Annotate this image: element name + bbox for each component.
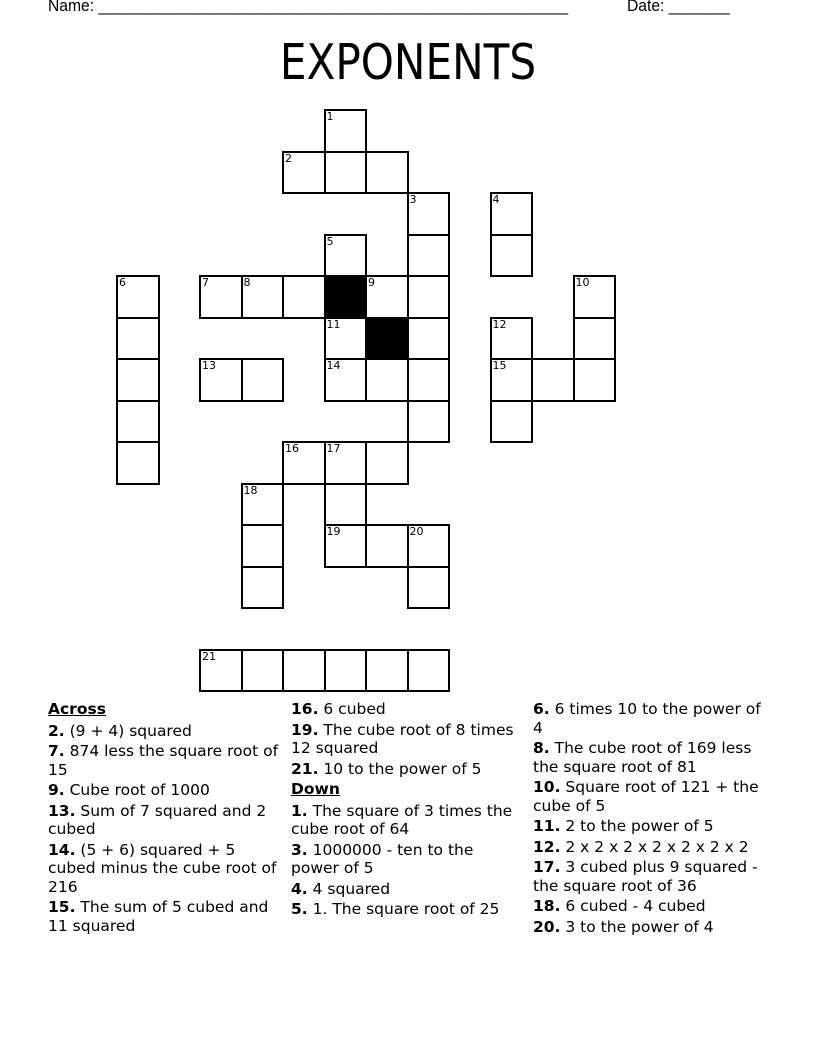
crossword-cell[interactable] (531, 358, 575, 402)
clue-number: 21. (291, 759, 319, 778)
cell-number: 9 (368, 276, 375, 289)
clue-number: 6. (533, 700, 550, 718)
crossword-cell[interactable] (324, 483, 368, 527)
crossword-cell[interactable] (282, 441, 326, 485)
clue-text: 6 cubed - 4 cubed (560, 897, 706, 915)
clue-text: The sum of 5 cubed and 11 squared (48, 898, 269, 935)
crossword-cell[interactable] (324, 234, 368, 278)
clue-down-17 (533, 858, 773, 895)
crossword-cell[interactable] (407, 649, 451, 693)
cell-number: 12 (492, 317, 507, 331)
crossword-cell[interactable] (199, 275, 243, 319)
crossword-cell[interactable] (116, 400, 160, 444)
cell-number: 17 (326, 442, 341, 455)
crossword-cell[interactable] (407, 234, 451, 278)
clue-down-11 (533, 817, 773, 836)
clue-number: 14. (48, 840, 76, 859)
clue-number: 1. (291, 801, 308, 820)
clue-number: 19. (291, 720, 319, 739)
crossword-cell[interactable] (324, 524, 368, 568)
clue-across-13 (48, 802, 283, 839)
cell-number: 4 (492, 193, 500, 206)
crossword-cell[interactable] (241, 275, 285, 319)
cell-number: 15 (492, 359, 507, 372)
clue-number: 16. (291, 700, 319, 718)
clue-text: (9 + 4) squared (64, 721, 192, 740)
crossword-cell[interactable] (282, 275, 326, 319)
crossword-cell[interactable] (324, 649, 368, 693)
clue-number: 17. (533, 858, 561, 876)
crossword-cell[interactable] (365, 151, 409, 195)
crossword-cell[interactable] (490, 192, 534, 236)
clue-number: 5. (291, 900, 308, 918)
crossword-cell[interactable] (490, 234, 534, 278)
down-heading: Down (291, 780, 340, 798)
clue-number: 10. (533, 778, 561, 796)
crossword-cell[interactable] (407, 358, 451, 402)
page-title-text: EXPONENTS (279, 34, 537, 91)
cell-number: 21 (202, 649, 216, 663)
crossword-cell[interactable] (324, 109, 368, 153)
clue-down-12 (533, 838, 773, 857)
cell-number: 10 (575, 276, 590, 289)
clue-number: 7. (48, 742, 65, 760)
clue-number: 9. (48, 781, 65, 799)
cell-number: 2 (285, 151, 292, 165)
clue-text: 1. The square root of 25 (307, 900, 500, 918)
crossword-cell[interactable] (573, 275, 617, 319)
clue-down-8 (533, 739, 773, 776)
crossword-cell[interactable] (282, 649, 326, 693)
crossword-cell[interactable] (241, 483, 285, 527)
clue-across-14 (48, 841, 283, 897)
crossword-cell[interactable] (407, 192, 451, 236)
clue-across-9 (48, 781, 283, 800)
crossword-cell[interactable] (199, 358, 243, 402)
crossword-cell[interactable] (116, 441, 160, 485)
cell-number: 16 (285, 442, 299, 455)
crossword-cell[interactable] (573, 317, 617, 361)
clue-down-6 (533, 700, 773, 737)
clue-across-2 (48, 722, 283, 741)
crossword-cell[interactable] (241, 524, 285, 568)
across-heading: Across (48, 700, 106, 718)
cell-number: 6 (119, 276, 126, 289)
clue-down-10 (533, 778, 773, 815)
clue-text: 874 less the square root of 15 (48, 742, 279, 779)
clue-text: Square root of 121 + the cube of 5 (533, 778, 759, 815)
clue-number: 20. (533, 917, 561, 936)
clue-number: 3. (291, 840, 308, 859)
cell-number: 20 (409, 525, 424, 538)
cell-number: 14 (326, 359, 341, 372)
cell-number: 7 (202, 276, 209, 289)
crossword-cell[interactable] (324, 441, 368, 485)
cell-number: 11 (326, 317, 341, 331)
clue-number: 2. (48, 721, 65, 740)
clue-number: 12. (533, 837, 561, 856)
clue-text: 10 to the power of 5 (318, 759, 482, 778)
clue-text: The square of 3 times the cube root of 64 (291, 801, 513, 838)
clue-down-3 (291, 841, 526, 878)
clue-text: (5 + 6) squared + 5 cubed minus the cube root of 216 (48, 840, 277, 896)
cell-number: 5 (326, 234, 334, 248)
clue-across-16 (291, 700, 526, 719)
clue-number: 13. (48, 801, 76, 820)
crossword-black-cell (365, 317, 409, 361)
clue-number: 18. (533, 897, 561, 915)
crossword-cell[interactable] (407, 317, 451, 361)
crossword-cell[interactable] (324, 358, 368, 402)
clue-text: 1000000 - ten to the power of 5 (291, 840, 474, 877)
clue-number: 4. (291, 879, 308, 898)
crossword-cell[interactable] (407, 524, 451, 568)
clue-across-7 (48, 742, 283, 779)
clue-number: 15. (48, 898, 76, 916)
crossword-cell[interactable] (365, 441, 409, 485)
clue-down-5 (291, 900, 526, 919)
crossword-cell[interactable] (241, 649, 285, 693)
cell-number: 13 (202, 359, 216, 372)
crossword-cell[interactable] (116, 275, 160, 319)
clue-text: 2 x 2 x 2 x 2 x 2 x 2 x 2 (560, 837, 749, 856)
crossword-cell[interactable] (199, 649, 243, 693)
crossword-cell[interactable] (573, 358, 617, 402)
clue-text: 2 to the power of 5 (560, 817, 714, 835)
crossword-cell[interactable] (407, 275, 451, 319)
clue-text: 6 cubed (318, 700, 386, 718)
clue-text: 3 cubed plus 9 squared - the square root of 36 (533, 858, 758, 895)
crossword-cell[interactable] (490, 358, 534, 402)
crossword-cell[interactable] (116, 317, 160, 361)
clue-text: 6 times 10 to the power of 4 (533, 700, 761, 737)
clue-down-4 (291, 880, 526, 899)
crossword-cell[interactable] (324, 151, 368, 195)
cell-number: 18 (243, 483, 258, 497)
clues-column-3 (533, 700, 773, 938)
date-field-label: Date: _______ (627, 0, 730, 15)
cell-number: 19 (326, 525, 341, 538)
crossword-cell[interactable] (282, 151, 326, 195)
crossword-cell[interactable] (365, 649, 409, 693)
crossword-cell[interactable] (490, 400, 534, 444)
crossword-cell[interactable] (407, 400, 451, 444)
cell-number: 8 (243, 276, 251, 289)
clue-text: Cube root of 1000 (64, 781, 210, 799)
clue-text: 3 to the power of 4 (560, 917, 714, 936)
crossword-cell[interactable] (116, 358, 160, 402)
clues-column-2 (291, 700, 526, 921)
clue-text: 4 squared (307, 879, 391, 898)
crossword-cell[interactable] (324, 317, 368, 361)
crossword-cell[interactable] (241, 358, 285, 402)
clue-number: 11. (533, 817, 561, 835)
crossword-cell[interactable] (365, 358, 409, 402)
clue-text: The cube root of 169 less the square root of 81 (533, 739, 752, 776)
clues-column-1 (48, 700, 283, 937)
cell-number: 3 (409, 193, 417, 206)
clue-across-21 (291, 760, 526, 779)
crossword-black-cell (324, 275, 368, 319)
crossword-cell[interactable] (241, 566, 285, 610)
crossword-cell[interactable] (490, 317, 534, 361)
name-field-label: Name: ______________________________________________________ (48, 0, 569, 15)
clue-text: The cube root of 8 times 12 squared (291, 720, 514, 757)
clue-across-19 (291, 721, 526, 758)
clue-across-15 (48, 898, 283, 935)
clue-number: 8. (533, 739, 550, 757)
crossword-cell[interactable] (365, 524, 409, 568)
clue-text: Sum of 7 squared and 2 cubed (48, 801, 267, 838)
crossword-cell[interactable] (365, 275, 409, 319)
crossword-cell[interactable] (407, 566, 451, 610)
clue-down-18 (533, 897, 773, 916)
clue-down-20 (533, 918, 773, 937)
clue-down-1 (291, 802, 526, 839)
cell-number: 1 (326, 110, 334, 123)
